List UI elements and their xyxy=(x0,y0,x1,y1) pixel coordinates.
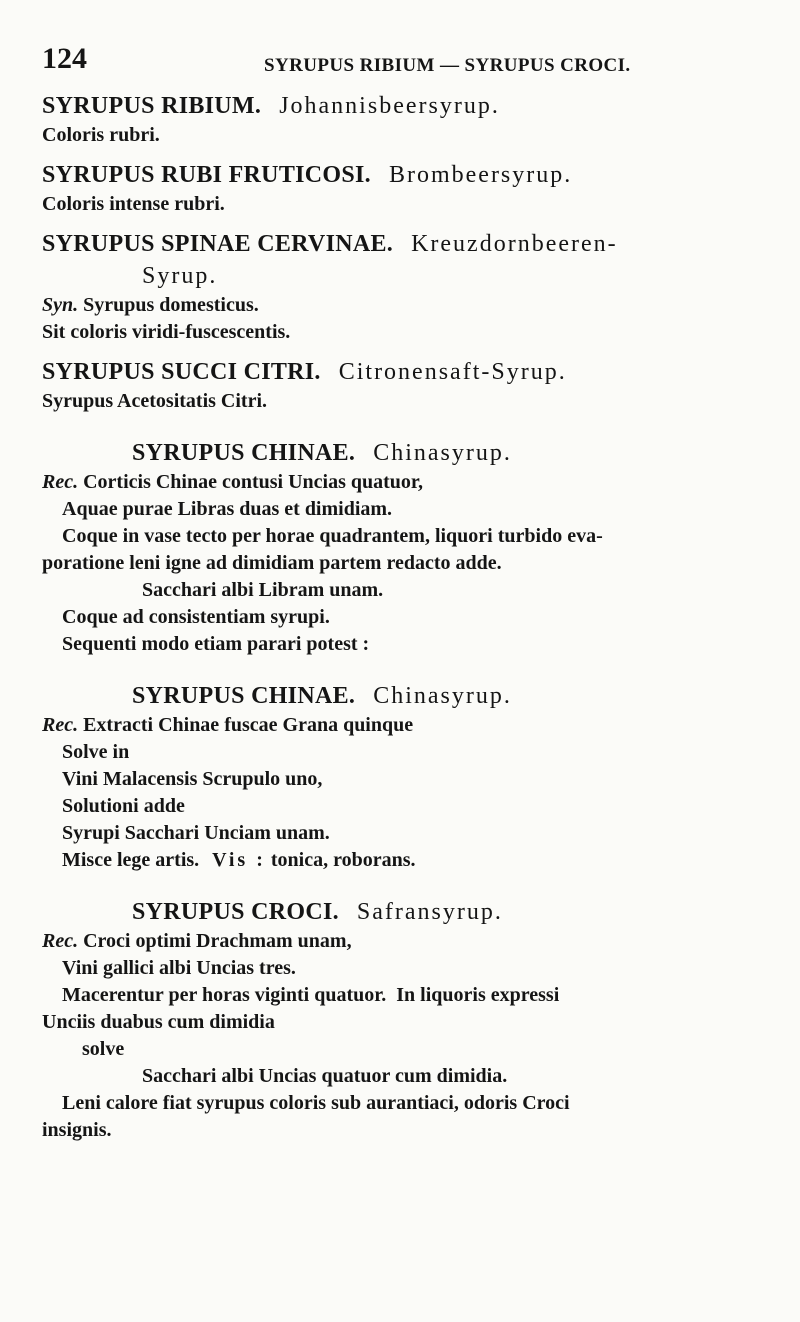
recipe-line: Sacchari albi Uncias quatuor cum dimidia. xyxy=(142,1065,508,1087)
entry-line: Sit coloris viridi-fuscescentis. xyxy=(42,321,291,343)
recipe-line: Vini gallici albi Uncias tres. xyxy=(62,957,296,979)
vis-text: tonica, roborans. xyxy=(270,849,416,871)
entry-latin-name: SYRUPUS CROCI. xyxy=(132,899,339,925)
entry-german-name: Brombeersyrup. xyxy=(388,162,573,188)
recipe-label: Rec. xyxy=(42,930,79,952)
entry-line: Coloris rubri. xyxy=(42,124,160,146)
synonym-text: Syrupus domesticus. xyxy=(83,294,259,316)
recipe-line: Unciis duabus cum dimidia xyxy=(42,1011,275,1033)
entry-title-continuation xyxy=(42,260,787,292)
recipe-line: Sequenti modo etiam parari potest : xyxy=(62,633,370,655)
running-head: SYRUPUS RIBIUM — SYRUPUS CROCI. xyxy=(264,55,631,76)
recipe-line: poratione leni igne ad dimidiam partem redacto adde. xyxy=(42,552,502,574)
recipe-line: Solutioni adde xyxy=(62,795,185,817)
recipe-line: Sacchari albi Libram unam. xyxy=(142,579,384,601)
entry-latin-name: SYRUPUS SPINAE CERVINAE. xyxy=(42,231,394,257)
recipe-line: Syrupi Sacchari Unciam unam. xyxy=(62,822,330,844)
recipe-line: insignis. xyxy=(42,1119,112,1141)
recipe-line: Leni calore fiat syrupus coloris sub aurantiaci, odoris Croci xyxy=(62,1092,570,1114)
recipe-line: solve xyxy=(82,1038,125,1060)
entry-latin-name: SYRUPUS RUBI FRUTICOSI. xyxy=(42,162,371,188)
entry-title xyxy=(42,437,787,469)
entry-title xyxy=(42,90,787,122)
entry-latin-name: SYRUPUS CHINAE. xyxy=(132,683,356,709)
entry-title xyxy=(42,228,787,260)
recipe-text: Corticis Chinae contusi Uncias quatuor, xyxy=(83,471,423,493)
recipe-line xyxy=(42,847,787,874)
recipe-line: Macerentur per horas viginti quatuor. In liquoris expressi xyxy=(62,984,560,1006)
recipe-label: Rec. xyxy=(42,714,79,736)
synonym-label: Syn. xyxy=(42,294,79,316)
entry-title xyxy=(42,159,787,191)
entry-german-name-cont: Syrup. xyxy=(142,263,218,289)
vis-label: Vis : xyxy=(212,849,266,871)
entry-title xyxy=(42,356,787,388)
recipe-line xyxy=(42,469,787,496)
recipe-label: Rec. xyxy=(42,471,79,493)
page-body xyxy=(42,80,787,1144)
entry-title xyxy=(42,680,787,712)
recipe-text: Extracti Chinae fuscae Grana quinque xyxy=(83,714,414,736)
recipe-line: Vini Malacensis Scrupulo uno, xyxy=(62,768,323,790)
page-number: 124 xyxy=(42,42,87,75)
recipe-line: Aquae purae Libras duas et dimidiam. xyxy=(62,498,393,520)
synonym-line xyxy=(42,292,787,319)
recipe-text: Croci optimi Drachmam unam, xyxy=(83,930,352,952)
recipe-line xyxy=(42,712,787,739)
entry-title xyxy=(42,896,787,928)
entry-line: Syrupus Acetositatis Citri. xyxy=(42,390,267,412)
entry-german-name: Johannisbeersyrup. xyxy=(279,93,500,119)
recipe-line: Coque in vase tecto per horae quadrantem, liquori turbido eva- xyxy=(62,525,603,547)
entry-latin-name: SYRUPUS SUCCI CITRI. xyxy=(42,359,321,385)
entry-latin-name: SYRUPUS CHINAE. xyxy=(132,440,356,466)
entry-german-name: Chinasyrup. xyxy=(373,683,512,709)
entry-line: Coloris intense rubri. xyxy=(42,193,225,215)
recipe-line: Solve in xyxy=(62,741,130,763)
entry-german-name: Kreuzdornbeeren- xyxy=(411,231,618,257)
recipe-line xyxy=(42,928,787,955)
entry-latin-name: SYRUPUS RIBIUM. xyxy=(42,93,262,119)
entry-german-name: Citronensaft-Syrup. xyxy=(338,359,567,385)
recipe-line: Coque ad consistentiam syrupi. xyxy=(62,606,330,628)
entry-german-name: Safransyrup. xyxy=(356,899,503,925)
entry-german-name: Chinasyrup. xyxy=(373,440,512,466)
recipe-text: Misce lege artis. xyxy=(62,849,200,871)
